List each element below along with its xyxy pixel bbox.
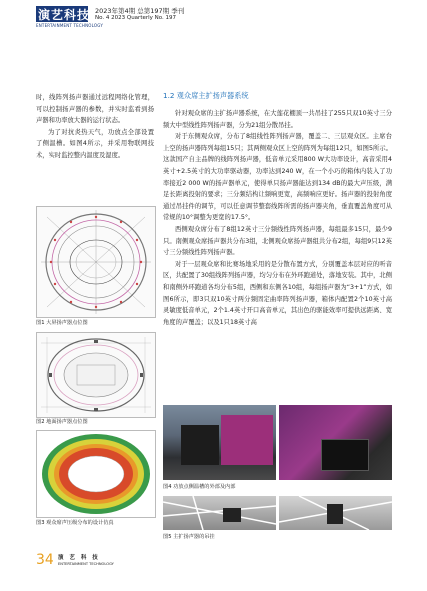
paragraph: 对于东侧观众席，分布了8组线性阵列扬声器，覆盖二、三层观众区。主席台上空的扬声器阵列每组15只；其两侧观众区上空的阵列为每组12只，如图5所示。这款国产自主品牌的线阵列扬声器，低音单元采用800 W大功率设计，高音采用4英寸+2.5英寸的大功率驱动器，功率达到240 W，在一个小巧的箱体内装入了功率接近2 000 W的扬声器单元，使得单只扬声器能达到134 dB的最大声压级，满足长距离投射的要求；三分频结构让频响更宽，高频响应更好。扬声器的投射角度通过吊挂件的调节，可以任意调节整套线阵所需的扬声器夹角，垂直覆盖角度可从常规的10°调整为更宽的17.5°。 <box>163 133 392 222</box>
paragraph: 为了对抗炎热天气，功放点全部设置了侧温槽。如图4所示，并采用物联网技术，实时监控整内温度及湿度。 <box>36 128 154 159</box>
figure-amp-enclosure-photos <box>163 405 392 480</box>
paragraph: 时，线阵列扬声器通过远程网络化管理，可以控制扬声器的参数，并实时监看到扬声器和功率放大器的运行状态。 <box>36 94 154 125</box>
figure-spl-simulation <box>36 430 156 518</box>
photo-amp-enclosure-exterior <box>163 405 276 480</box>
ground-plan-drawing <box>37 333 155 417</box>
figure-caption: 图5 主扩扬声器的吊挂 <box>163 534 215 540</box>
photo-speaker-rigging-left <box>163 496 276 530</box>
figure-stadium-speaker-layout <box>36 206 156 318</box>
issue-info-en: No. 4 2023 Quarterly No. 197 <box>95 15 177 21</box>
figure-caption: 图1 大屏扬声器点位图 <box>36 320 88 326</box>
figure-caption: 图4 功放点侧温槽的外部及内部 <box>163 484 236 490</box>
paragraph: 西侧观众席分布了8组12英寸三分频线性阵列扬声器，每组最多15只，最少9只。南侧观众席扬声器共分布3组，北侧观众席扬声器组共分布2组，每组9只12英寸三分频线性阵列扬声器。 <box>163 225 392 257</box>
footer-journal-name-en: ENTERTAINMENT TECHNOLOGY <box>58 562 114 566</box>
page-number: 34 <box>36 552 54 568</box>
section-title: 1.2 观众席主扩扬声器系统 <box>163 91 249 100</box>
figure-speaker-rigging-photos <box>163 496 392 530</box>
photo-amp-enclosure-interior <box>279 405 392 480</box>
issue-info-cn: 2023年第4期 总第197期 季刊 <box>95 7 185 15</box>
photo-speaker-rigging-right <box>279 496 392 530</box>
footer-journal-name: 演 艺 科 技 <box>58 555 100 561</box>
paragraph: 对于一层观众席和比赛场地采用的是分散布置方式，分别覆盖本层对应的听音区，共配置了30组线阵列扬声器，均匀分布在外环跑道处，落地安装。其中，北侧和南侧外环跑道各均分布5组，西侧和东侧各10组，每组扬声器为“3+1”方式，如图6所示，即3只双10英寸两分频固定曲率阵列扬声器，箱体内配置2个10英寸高灵敏度低音单元，2个1.4英寸开口高音单元，其出色的驱能效率可提供远距离、宽角度的声覆盖；以及1只18英寸高 <box>163 260 392 326</box>
left-column-text <box>36 92 154 162</box>
paragraph: 针对观众席的主扩扬声器系统，在大莲花棚顶一共吊挂了255只双10英寸三分频大中型线性阵列扬声器，分为21组分散吊挂。 <box>163 110 392 129</box>
page-header <box>0 0 427 40</box>
figure-ground-speaker-layout <box>36 332 156 418</box>
figure-caption: 图2 地面扬声器点位图 <box>36 419 88 425</box>
logo-subtitle: ENTERTAINMENT TECHNOLOGY <box>36 23 103 28</box>
spl-heatmap <box>37 431 155 517</box>
stadium-plan-drawing <box>37 207 155 317</box>
figure-caption: 图3 观众席声压级分布的设计仿真 <box>36 520 114 526</box>
logo-text: 演艺科技 <box>38 8 91 22</box>
right-column-text <box>163 108 392 328</box>
